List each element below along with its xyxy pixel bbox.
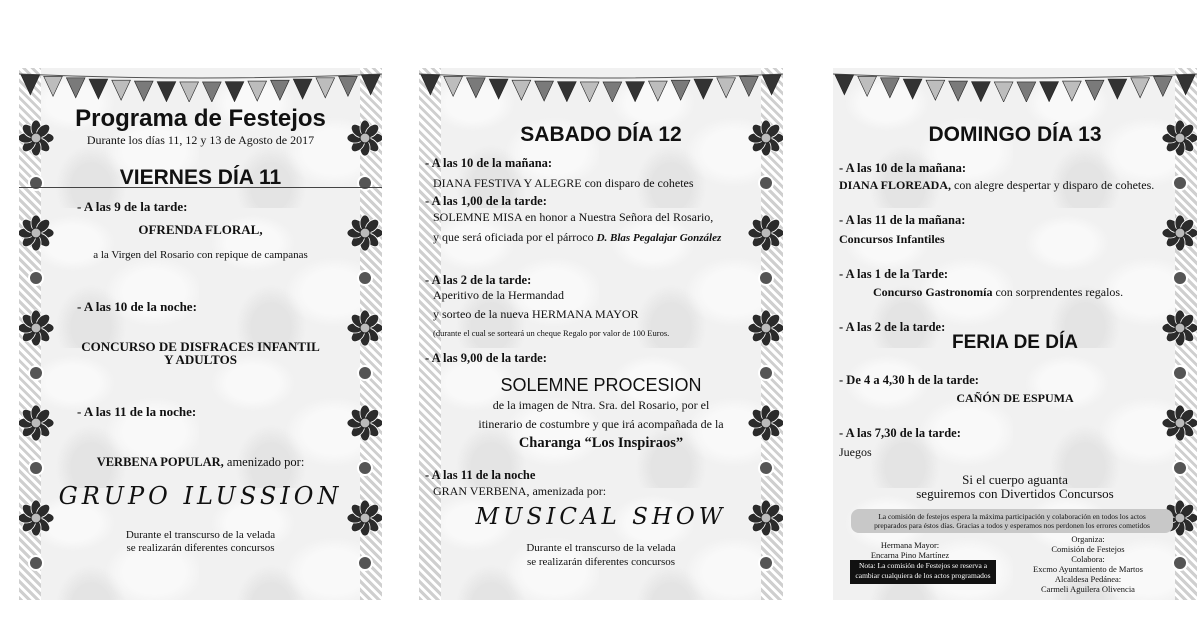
label: Alcaldesa Pedánea: [1054, 574, 1122, 584]
event-name: DIANA FLOREADA, [839, 178, 952, 192]
event-name: CONCURSO DE DISFRACES INFANTIL [81, 339, 320, 354]
event-desc: SOLEMNE MISA en honor a Nuestra Señora del Rosario, [433, 210, 714, 224]
event-desc: y sorteo de la nueva HERMANA MAYOR [433, 307, 639, 321]
date-range: Durante los días 11, 12 y 13 de Agosto de 2017 [86, 133, 315, 147]
band-name: MUSICAL SHOW [475, 504, 727, 530]
day-heading: VIERNES DÍA 11 [119, 166, 282, 189]
event-desc: itinerario de costumbre y que irá acompañada de la [478, 417, 724, 431]
event-desc: y que será oficiada por el párroco [433, 230, 597, 244]
event-line [433, 230, 721, 245]
event-time: - A las 1 de la Tarde: [839, 267, 949, 281]
event-time: - A las 2 de la tarde: [839, 320, 946, 334]
nota-box [850, 560, 996, 584]
footer-line: Durante el transcurso de la velada [125, 529, 276, 541]
flyer-saturday [419, 68, 783, 600]
event-desc: GRAN VERBENA, amenizada por: [433, 484, 607, 498]
event-name: FERIA DE DÍA [952, 332, 1078, 353]
band-name: GRUPO ILUSSION [58, 482, 343, 510]
notice-line: La comisión de festejos espera la máxima participación y colaboración en todos los actos [878, 512, 1146, 521]
priest-name: D. Blas Pegalajar González [596, 232, 722, 244]
closing-line: Si el cuerpo aguanta [962, 472, 1068, 487]
credits [1013, 534, 1163, 594]
flyer-sunday [833, 68, 1197, 600]
event-line [19, 455, 382, 470]
nota-line: Nota: La comisión de Festejos se reserva a [858, 561, 988, 570]
nota-line: cambiar cualquiera de los actos programados [855, 571, 991, 580]
event-name: CAÑÓN DE ESPUMA [956, 391, 1074, 405]
name: Carmeli Aguilera Olivencia [1041, 584, 1135, 594]
day-heading: SABADO DÍA 12 [520, 123, 682, 146]
event-desc: con alegre despertar y disparo de cohetes. [951, 178, 1155, 192]
label: Hermana Mayor: [880, 540, 940, 550]
footer-line: se realizarán diferentes concursos [126, 542, 275, 554]
name: Encarna Pino Martínez [870, 550, 950, 560]
event-line [873, 285, 1123, 300]
footer-line: Durante el transcurso de la velada [526, 542, 676, 554]
event-time: - A las 2 de la tarde: [425, 273, 532, 287]
name: Comisión de Festejos [1051, 544, 1125, 554]
event-name: Y ADULTOS [164, 352, 237, 367]
event-time: - A las 11 de la mañana: [839, 213, 966, 227]
footer-line: se realizarán diferentes concursos [526, 556, 676, 568]
event-time: - A las 9,00 de la tarde: [425, 351, 547, 365]
event-desc: Concursos Infantiles [839, 232, 945, 246]
event-time: - A las 1,00 de la tarde: [425, 194, 547, 208]
name: Excmo Ayuntamiento de Martos [1033, 564, 1143, 574]
event-time: - De 4 a 4,30 h de la tarde: [839, 373, 979, 387]
event-desc: DIANA FESTIVA Y ALEGRE con disparo de cohetes [433, 176, 694, 190]
label: Organiza: [1071, 534, 1105, 544]
event-time: - A las 7,30 de la tarde: [839, 426, 961, 440]
event-name: SOLEMNE PROCESION [500, 375, 702, 395]
event-desc: amenizado por: [223, 455, 305, 469]
event-desc: con sorprendentes regalos. [992, 285, 1124, 299]
label: Colabora: [1071, 554, 1105, 564]
event-time: - A las 11 de la noche [425, 468, 536, 482]
event-note: (durante el cual se sorteará un cheque Regalo por valor de 100 Euros. [433, 328, 670, 338]
event-desc: Aperitivo de la Hermandad [433, 288, 564, 302]
event-time: - A las 10 de la mañana: [425, 156, 553, 170]
event-time: - A las 9 de la tarde: [77, 199, 188, 214]
flyer-friday [19, 68, 382, 600]
event-line [839, 178, 1154, 193]
day-heading: DOMINGO DÍA 13 [928, 123, 1102, 146]
event-time: - A las 10 de la noche: [77, 299, 197, 314]
page-title: Programa de Festejos [75, 105, 326, 132]
event-desc: a la Virgen del Rosario con repique de campanas [93, 249, 308, 261]
event-time: - A las 10 de la mañana: [839, 161, 967, 175]
event-name: Concurso Gastronomía [873, 285, 993, 299]
event-name: OFRENDA FLORAL, [138, 222, 263, 237]
band-name: Charanga “Los Inspiraos” [518, 435, 684, 451]
notice-box [851, 509, 1173, 533]
event-time: - A las 11 de la noche: [77, 404, 197, 419]
closing-line: seguiremos con Divertidos Concursos [916, 486, 1114, 501]
notice-line: preparados para éstos días. Gracias a todos y esperamos nos perdonen los errores cometidos [874, 520, 1150, 530]
event-desc: Juegos [839, 445, 872, 459]
event-desc: de la imagen de Ntra. Sra. del Rosario, por el [492, 398, 710, 412]
event-name: VERBENA POPULAR, [96, 455, 224, 469]
heading-rule [19, 187, 382, 188]
